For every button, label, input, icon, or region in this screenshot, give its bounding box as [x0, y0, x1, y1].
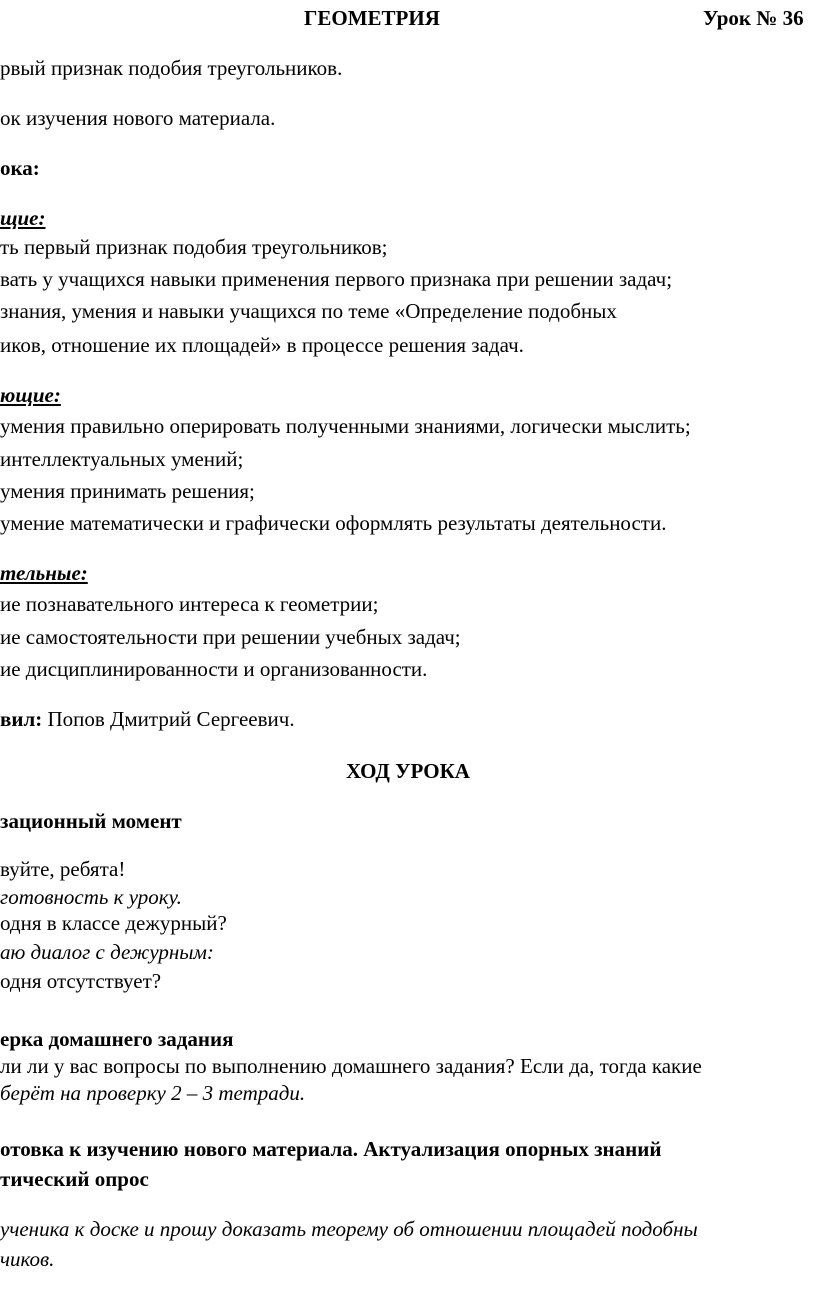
educational-item: иков, отношение их площадей» в процессе решения задач.	[0, 333, 524, 357]
educational-item: знания, умения и навыки учащихся по теме «Определение подобных	[0, 299, 617, 323]
section-line: ли ли у вас вопросы по выполнению домашнего задания? Если да, тогда какие	[0, 1054, 702, 1078]
section-line: чиков.	[0, 1247, 55, 1271]
section-line: готовность к уроку.	[0, 885, 182, 909]
lesson-number: Урок № 36	[703, 6, 804, 30]
author-label: вил:	[0, 707, 43, 731]
author-name: Попов Дмитрий Сергеевич.	[42, 707, 295, 731]
developing-item: интеллектуальных умений;	[0, 447, 244, 471]
section-line: ученика к доске и прошу доказать теорему об отношении площадей подобны	[0, 1217, 698, 1241]
section-homework-title: ерка домашнего задания	[0, 1027, 234, 1051]
upbringing-heading: тельные:	[0, 561, 88, 585]
educational-item: ть первый признак подобия треугольников;	[0, 235, 388, 259]
section-line: вуйте, ребята!	[0, 857, 126, 881]
course-title: ХОД УРОКА	[346, 759, 470, 783]
section-line: аю диалог с дежурным:	[0, 940, 214, 964]
educational-item: вать у учащихся навыки применения первого признака при решении задач;	[0, 267, 673, 291]
lesson-topic: рвый признак подобия треугольников.	[0, 56, 343, 80]
section-line: одня в классе дежурный?	[0, 911, 227, 935]
upbringing-item: ие познавательного интереса к геометрии;	[0, 592, 379, 616]
upbringing-item: ие самостоятельности при решении учебных задач;	[0, 625, 461, 649]
goals-heading: ока:	[0, 156, 40, 180]
developing-item: умение математически и графически оформлять результаты деятельности.	[0, 511, 667, 535]
developing-item: умения принимать решения;	[0, 479, 255, 503]
section-line: одня отсутствует?	[0, 969, 162, 993]
section-preparation-title: отовка к изучению нового материала. Актуализация опорных знаний	[0, 1137, 662, 1161]
educational-heading: щие:	[0, 206, 46, 230]
author-line	[0, 706, 295, 732]
subject-title: ГЕОМЕТРИЯ	[304, 6, 440, 30]
section-organizational-title: зационный момент	[0, 809, 182, 833]
developing-item: умения правильно оперировать полученными знаниями, логически мыслить;	[0, 414, 691, 438]
upbringing-item: ие дисциплинированности и организованности.	[0, 657, 428, 681]
section-preparation-subtitle: тический опрос	[0, 1167, 149, 1191]
lesson-type: ок изучения нового материала.	[0, 106, 276, 130]
developing-heading: ющие:	[0, 383, 61, 407]
section-line: берёт на проверку 2 – 3 тетради.	[0, 1081, 306, 1105]
